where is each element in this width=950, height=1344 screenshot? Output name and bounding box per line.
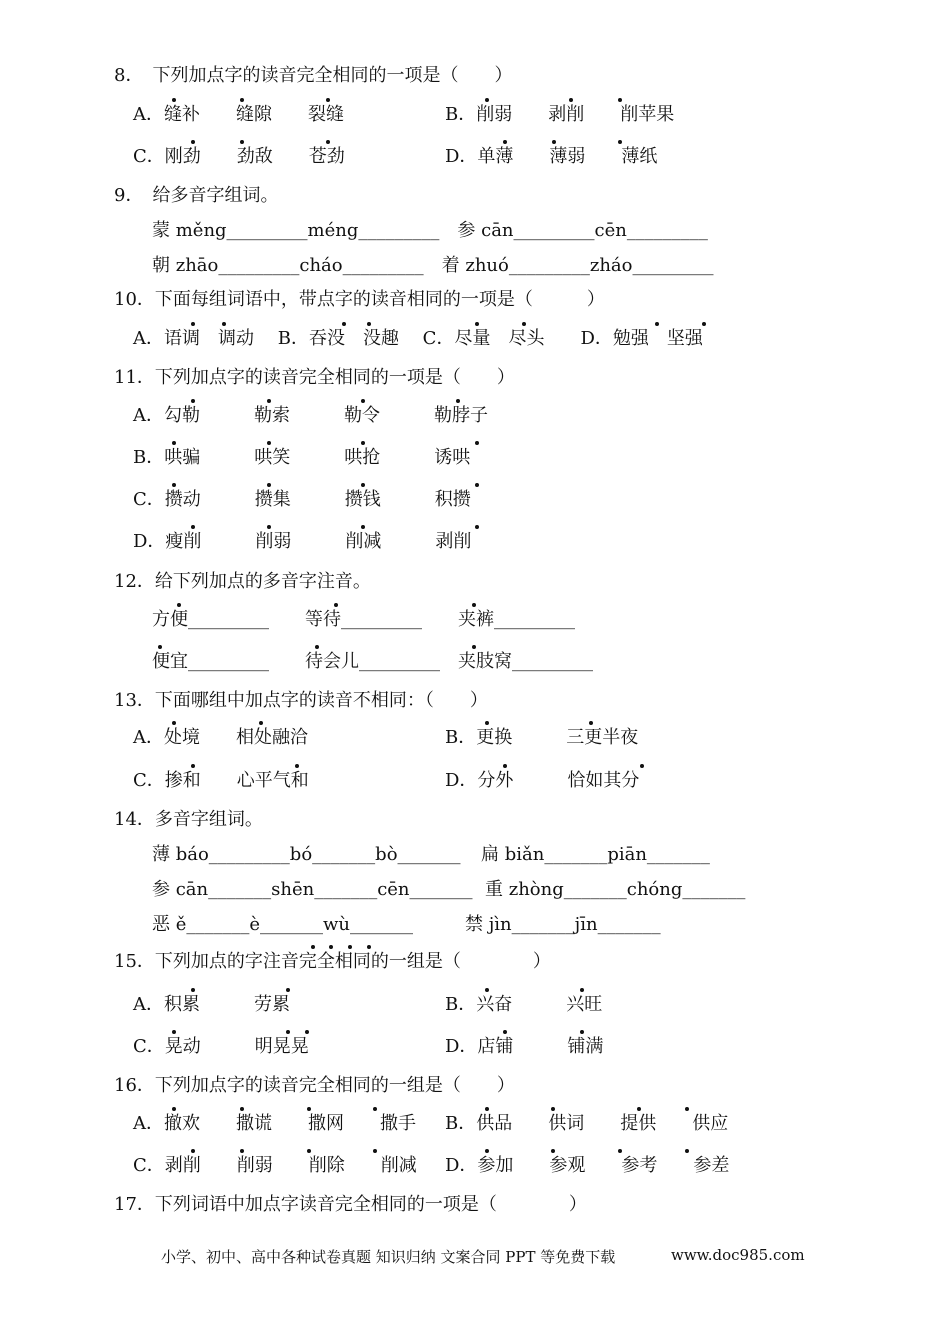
q9-stem: 9． 给多音字组词。 (114, 185, 279, 206)
q11-option-b: B．哄骗 哄笑 哄抢 诱哄 (133, 447, 471, 468)
emphasis-dot (485, 721, 489, 725)
q15-option-d: D．店铺 铺满 (445, 1036, 604, 1057)
emphasis-dot (240, 98, 244, 102)
emphasis-dot (342, 322, 346, 326)
q13-option-a: A．处境 相处融洽 (133, 727, 308, 748)
q8-stem: 8． 下列加点字的读音完全相同的一项是（ ） (114, 65, 513, 86)
emphasis-dot (655, 322, 659, 326)
emphasis-dot (240, 1149, 244, 1153)
q8-option-a: A．缝补 缝隙 裂缝 (133, 104, 344, 125)
q12-line2: 便宜_________ 待会儿_________ 夹肢窝_________ (152, 651, 593, 672)
emphasis-dot (361, 483, 365, 487)
q13-option-c: C．掺和 心平气和 (133, 770, 309, 791)
q13-option-b: B．更换 三更半夜 (445, 727, 639, 748)
emphasis-dot (315, 645, 319, 649)
emphasis-dot (191, 322, 195, 326)
emphasis-dot (240, 140, 244, 144)
emphasis-dot (307, 1107, 311, 1111)
emphasis-dot (326, 140, 330, 144)
q12-stem: 12．给下列加点的多音字注音。 (114, 571, 371, 592)
q13-option-d: D．分外 恰如其分 (445, 770, 640, 791)
q16-option-d: D．参加 参观 参考 参差 (445, 1155, 730, 1176)
q13-stem: 13．下面哪组中加点字的读音不相同：（ ） (114, 690, 488, 711)
emphasis-dot (329, 945, 333, 949)
q15-option-a: A．积累 劳累 (133, 994, 290, 1015)
emphasis-dot (222, 322, 226, 326)
emphasis-dot (367, 322, 371, 326)
emphasis-dot (267, 399, 271, 403)
emphasis-dot (551, 1149, 555, 1153)
q16-stem: 16．下列加点字的读音完全相同的一组是（ ） (114, 1075, 515, 1096)
q14-line2-left: 参 cān_______shēn_______cēn_______ (152, 879, 473, 900)
emphasis-dot (191, 1149, 195, 1153)
emphasis-dot (172, 1107, 176, 1111)
q14-line1-left: 薄 báo_________bó_______bò_______ (152, 844, 461, 865)
q11-option-a: A．勾勒 勒索 勒令 勒脖子 (133, 405, 488, 426)
emphasis-dot (503, 1030, 507, 1034)
q9-line1: 蒙 měng_________méng_________ 参 cān_________cēn_________ (152, 220, 708, 241)
emphasis-dot (685, 1107, 689, 1111)
emphasis-dot (305, 1030, 309, 1034)
q16-option-c: C．剥削 削弱 削除 削减 (133, 1155, 417, 1176)
emphasis-dot (702, 322, 706, 326)
q10-options: A．语调 调动 B．吞没 没趣 C．尽量 尽头 D．勉强 坚强 (133, 328, 703, 349)
emphasis-dot (685, 1149, 689, 1153)
emphasis-dot (172, 483, 176, 487)
emphasis-dot (177, 603, 181, 607)
emphasis-dot (456, 399, 460, 403)
emphasis-dot (640, 764, 644, 768)
emphasis-dot (172, 721, 176, 725)
q16-option-a: A．撤欢 撒谎 撒网 撒手 (133, 1113, 416, 1134)
emphasis-dot (286, 1030, 290, 1034)
emphasis-dot (373, 1107, 377, 1111)
emphasis-dot (618, 1149, 622, 1153)
emphasis-dot (361, 399, 365, 403)
q14-line1-right: 扁 biǎn_______piān_______ (481, 844, 710, 865)
emphasis-dot (580, 1030, 584, 1034)
emphasis-dot (191, 399, 195, 403)
emphasis-dot (259, 721, 263, 725)
emphasis-dot (637, 1107, 641, 1111)
emphasis-dot (172, 98, 176, 102)
q15-stem: 15．下列加点的字注音完全相同的一组是（ ） (114, 951, 551, 972)
emphasis-dot (472, 645, 476, 649)
emphasis-dot (522, 322, 526, 326)
emphasis-dot (191, 140, 195, 144)
emphasis-dot (485, 1149, 489, 1153)
emphasis-dot (191, 525, 195, 529)
footer-url[interactable]: www.doc985.com (671, 1246, 805, 1264)
emphasis-dot (267, 483, 271, 487)
emphasis-dot (326, 98, 330, 102)
emphasis-dot (589, 721, 593, 725)
q9-line2: 朝 zhāo_________cháo_________ 着 zhuó_________zháo_________ (152, 255, 714, 276)
emphasis-dot (361, 525, 365, 529)
emphasis-dot (618, 98, 622, 102)
q15-option-c: C．晃动 明晃晃 (133, 1036, 309, 1057)
emphasis-dot (569, 98, 573, 102)
q14-line3-right: 禁 jìn_______jīn_______ (465, 914, 661, 935)
emphasis-dot (172, 1030, 176, 1034)
q15-option-b: B．兴奋 兴旺 (445, 994, 603, 1015)
q10-stem: 10．下面每组词语中，带点字的读音相同的一项是（ ） (114, 289, 605, 310)
emphasis-dot (551, 1107, 555, 1111)
page-footer (161, 1246, 805, 1267)
emphasis-dot (311, 945, 315, 949)
footer-text: 小学、初中、高中各种试卷真题 知识归纳 文案合同 PPT 等免费下载 (161, 1248, 616, 1266)
emphasis-dot (472, 603, 476, 607)
emphasis-dot (503, 140, 507, 144)
emphasis-dot (267, 441, 271, 445)
q14-stem: 14．多音字组词。 (114, 809, 263, 830)
q14-line3-left: 恶 ě_______è_______wù_______ (152, 914, 414, 935)
emphasis-dot (475, 525, 479, 529)
q16-option-b: B．供品 供词 提供 供应 (445, 1113, 729, 1134)
q11-option-d: D．瘦削 削弱 削减 剥削 (133, 531, 472, 552)
emphasis-dot (191, 988, 195, 992)
emphasis-dot (475, 322, 479, 326)
q17-stem: 17．下列词语中加点字读音完全相同的一项是（ ） (114, 1194, 587, 1215)
emphasis-dot (552, 140, 556, 144)
emphasis-dot (485, 1107, 489, 1111)
q8-option-c: C．刚劲 劲敌 苍劲 (133, 146, 345, 167)
q8-option-d: D．单薄 薄弱 薄纸 (445, 146, 658, 167)
emphasis-dot (475, 483, 479, 487)
emphasis-dot (267, 525, 271, 529)
emphasis-dot (485, 988, 489, 992)
emphasis-dot (361, 441, 365, 445)
emphasis-dot (618, 140, 622, 144)
emphasis-dot (475, 441, 479, 445)
emphasis-dot (295, 764, 299, 768)
emphasis-dot (580, 988, 584, 992)
emphasis-dot (503, 764, 507, 768)
emphasis-dot (286, 988, 290, 992)
q11-stem: 11．下列加点字的读音完全相同的一项是（ ） (114, 367, 515, 388)
emphasis-dot (485, 98, 489, 102)
emphasis-dot (158, 645, 162, 649)
q12-line1: 方便_________ 等待_________ 夹裤_________ (152, 609, 575, 630)
q11-option-c: C．攒动 攒集 攒钱 积攒 (133, 489, 471, 510)
q14-line2-right: 重 zhòng_______chóng_______ (485, 879, 746, 900)
emphasis-dot (307, 1149, 311, 1153)
emphasis-dot (348, 945, 352, 949)
emphasis-dot (373, 1149, 377, 1153)
emphasis-dot (240, 1107, 244, 1111)
emphasis-dot (191, 764, 195, 768)
emphasis-dot (172, 441, 176, 445)
emphasis-dot (367, 945, 371, 949)
emphasis-dot (334, 603, 338, 607)
q8-option-b: B．削弱 剥削 削苹果 (445, 104, 675, 125)
